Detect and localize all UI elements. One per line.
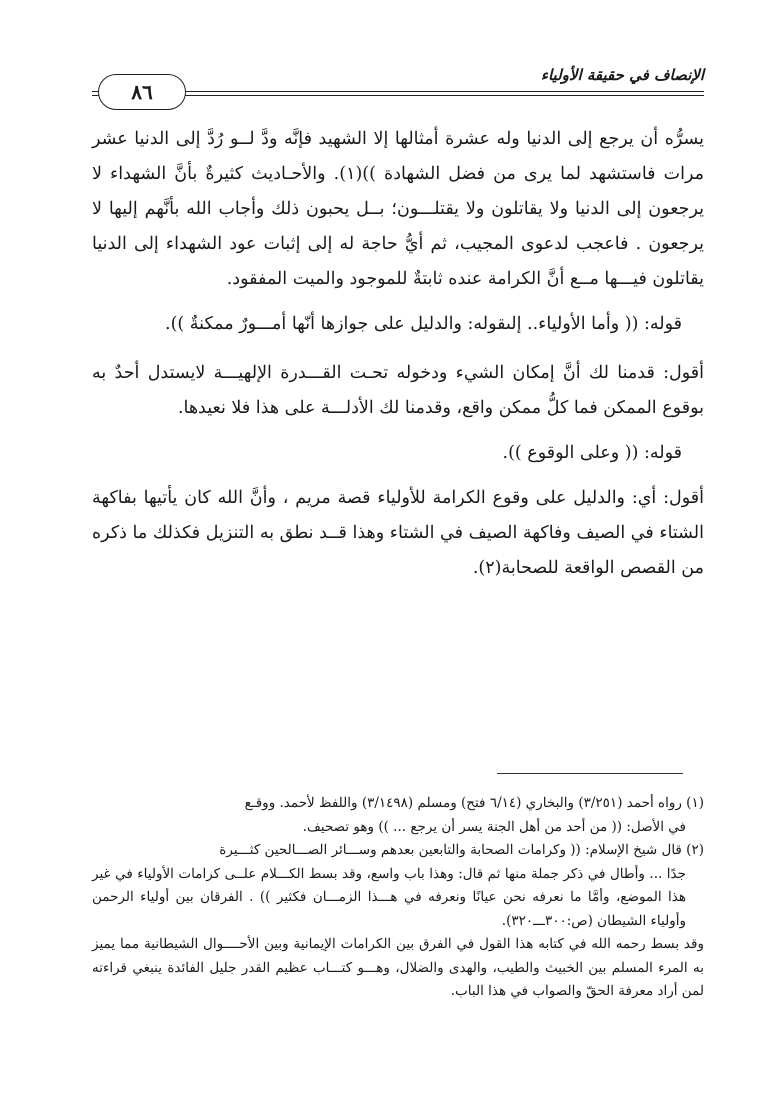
footnote-1: (١) رواه أحمد (٣/٢٥١) والبخاري (٦/١٤ فتح) ومسلم (٣/١٤٩٨) واللفظ لأحمد. ووقـع xyxy=(244,795,704,811)
book-title: الإنصاف في حقيقة الأولياء xyxy=(540,66,704,84)
page-number: ٨٦ xyxy=(98,74,186,110)
quoted-paragraph: قوله: (( وعلى الوقوع )). xyxy=(502,443,682,463)
footnote-2-continuation: جدًا ... وأطال في ذكر جملة منها ثم قال: وهذا باب واسع، وقد بسط الكـــلام علــى كرامات الأولياء في غير هذا الموضع، وأمَّا ما نعرفه نحن عيانًا ونعرفه في هـــذا الزمـــان فكثير )) . الفرقان بين أولياء الرحمن وأولياء الشيطان (ص:٣٠٠ـــ٣٢٠). xyxy=(92,865,686,929)
paragraph: أقول: أي: والدليل على وقوع الكرامة للأولياء قصة مريم ، وأنَّ الله كان يأتيها بفاكهة الشتاء في الصيف وفاكهة الصيف في الشتاء وهذا قــد نطق به التنزيل فكذلك ما ذكره من القصص الواقعة للصحابة(٢). xyxy=(92,488,704,578)
footnote-2: (٢) قال شيخ الإسلام: (( وكرامات الصحابة والتابعين بعدهم وســـائر الصـــالحين كثـــيرة xyxy=(219,842,704,858)
quoted-paragraph: قوله: (( وأما الأولياء.. إلىقوله: والدليل على جوازها أنّها أمـــورٌ ممكنةٌ )). xyxy=(165,314,682,334)
footnote-1-continuation: في الأصل: (( من أحد من أهل الجنة يسر أن يرجع ... )) وهو تصحيف. xyxy=(302,818,686,835)
footnote-2-commentary: وقد بسط رحمه الله في كتابه هذا القول في الفرق بين الكرامات الإيمانية وبين الأحــــوال الشيطانية مما يميز به المرء المسلم بين الخبيث والطيب، والهدى والضلال، وهـــو كتـــاب عظيم القدر جليل الفائدة ينبغي قراءته لمن أراد معرفة الحقّ والصواب في هذا الباب. xyxy=(92,936,704,999)
main-text xyxy=(92,122,704,586)
paragraph: يسرُّه أن يرجع إلى الدنيا وله عشرة أمثالها إلا الشهيد فإنَّه ودَّ لــو رُدَّ إلى الدنيا عشر مرات فاستشهد لما يرى من فضل الشهادة ))(١). والأحـاديث كثيرةٌ بأنَّ الشهداء لا يرجعون إلى الدنيا ولا يقاتلون ولا يقتلـــون؛ بــل يحبون ذلك وأجاب الله بأنَّهم إليها لا يرجعون . فاعجب لدعوى المجيب، ثم أيُّ حاجة له إلى إثبات عود الشهداء إلى الدنيا يقاتلون فيـــها مــع أنَّ الكرامة عنده ثابتةٌ للموجود والميت المفقود. xyxy=(92,129,704,289)
footnotes xyxy=(92,792,704,1004)
paragraph: أقول: قدمنا لك أنَّ إمكان الشيء ودخوله تحـت القـــدرة الإلهيـــة لايستدل أحدٌ به بوقوع الممكن فما كلُّ ممكن واقع، وقدمنا لك الأدلـــة على هذا فلا نعيدها. xyxy=(92,363,704,418)
footnote-separator xyxy=(497,773,683,774)
running-header xyxy=(92,60,704,104)
